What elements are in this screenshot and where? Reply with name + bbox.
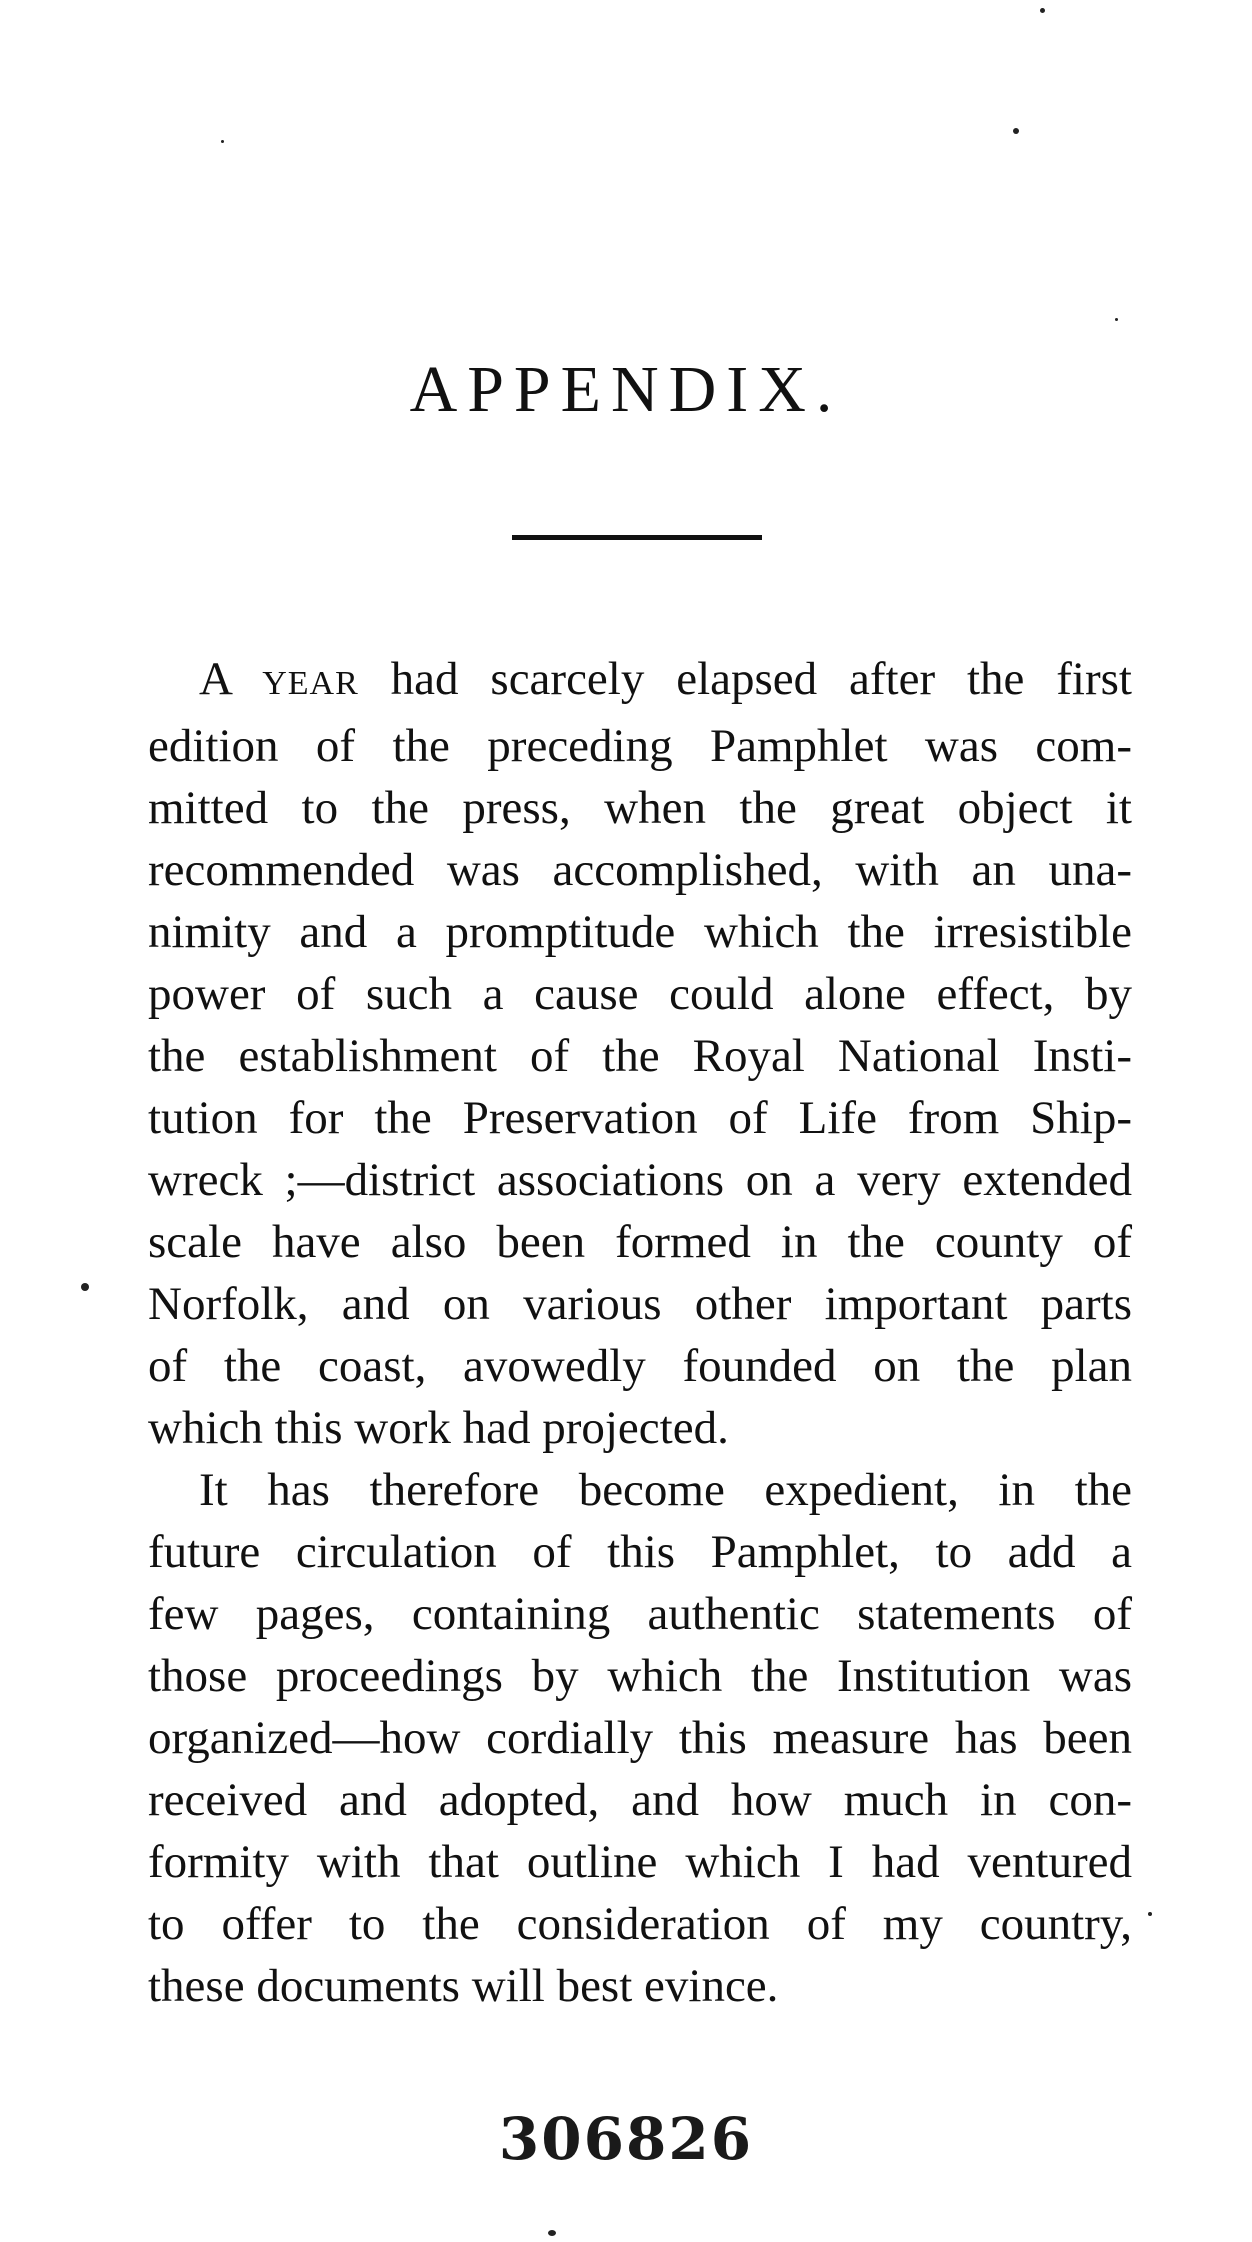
text-line: tution for the Preservation of Life from Ship-: [148, 1092, 1132, 1144]
text-line: nimity and a promptitude which the irresistible: [148, 906, 1132, 958]
text-line: power of such a cause could alone effect, by: [148, 968, 1132, 1020]
scan-speck: [1148, 1912, 1152, 1916]
scan-speck: [1040, 8, 1045, 13]
text-line: which this work had projected.: [148, 1402, 729, 1454]
page-title: APPENDIX.: [409, 353, 843, 426]
paragraph-lead: A: [199, 653, 263, 705]
text-line: It has therefore become expedient, in the: [199, 1464, 1132, 1516]
text-line: mitted to the press, when the great object it: [148, 782, 1132, 834]
scan-speck: [1013, 128, 1019, 134]
text-line: Norfolk, and on various other important parts: [148, 1278, 1132, 1330]
title-divider: [512, 535, 762, 540]
text-line: recommended was accomplished, with an una-: [148, 844, 1132, 896]
text-line: scale have also been formed in the county of: [148, 1216, 1132, 1268]
text-line: formity with that outline which I had ventured: [148, 1836, 1132, 1888]
text-line: those proceedings by which the Institution was: [148, 1650, 1132, 1702]
scan-speck: [221, 140, 224, 143]
text-line: edition of the preceding Pamphlet was com-: [148, 720, 1132, 772]
paragraph-1: [148, 648, 1132, 1459]
text-line: of the coast, avowedly founded on the plan: [148, 1340, 1132, 1392]
small-caps-word: YEAR: [262, 665, 359, 702]
text-line: few pages, containing authentic statements of: [148, 1588, 1132, 1640]
text-line: these documents will best evince.: [148, 1960, 779, 2012]
text-line: future circulation of this Pamphlet, to add a: [148, 1526, 1132, 1578]
text-line: A YEAR had scarcely elapsed after the first: [199, 653, 1132, 705]
text-line: to offer to the consideration of my country,: [148, 1898, 1132, 1950]
paragraph-2: [148, 1459, 1132, 2017]
text-line: received and adopted, and how much in con-: [148, 1774, 1132, 1826]
text-line: the establishment of the Royal National Insti-: [148, 1030, 1132, 1082]
text-line: wreck ;—district associations on a very extended: [148, 1154, 1132, 1206]
library-stamp-number: 306826: [498, 2105, 754, 2173]
scan-speck: [81, 1283, 89, 1291]
scan-speck: [548, 2230, 556, 2236]
scan-speck: [1115, 318, 1118, 321]
body-text: [148, 648, 1132, 2017]
text-line: organized—how cordially this measure has been: [148, 1712, 1132, 1764]
